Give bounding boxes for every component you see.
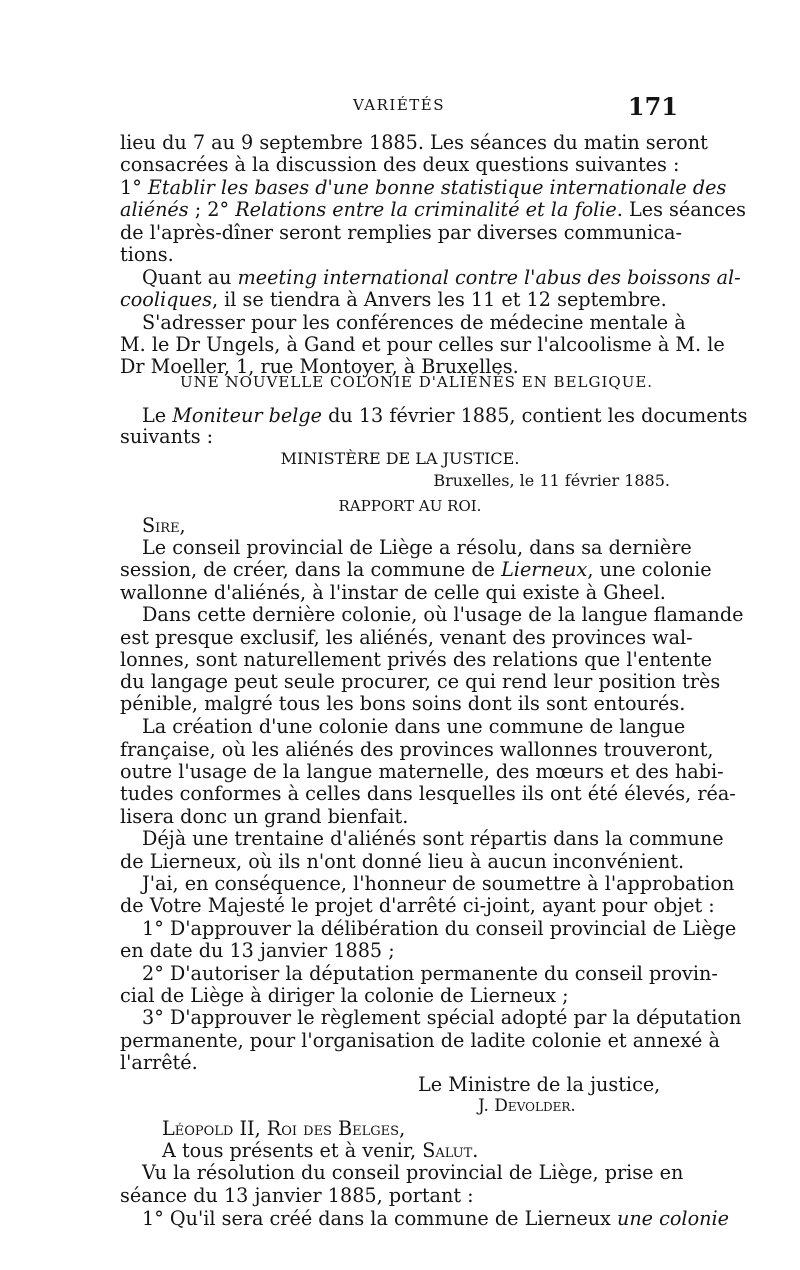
body-line: lieu du 7 au 9 septembre 1885. Les séances du matin seront (120, 131, 708, 154)
body-line: M. le Dr Ungels, à Gand et pour celles sur l'alcoolisme à M. le (120, 333, 725, 356)
report-title: RAPPORT AU ROI. (338, 497, 482, 515)
body-line: cial de Liège à diriger la colonie de Lierneux ; (120, 984, 569, 1007)
body-line: française, où les aliénés des provinces wallonnes trouveront, (120, 738, 714, 761)
running-head: VARIÉTÉS (352, 96, 446, 114)
body-line: 2° D'autoriser la députation permanente du conseil provin- (142, 962, 718, 985)
body-line: A tous présents et à venir, Salut. (162, 1139, 479, 1162)
body-line: tudes conformes à celles dans lesquelles ils ont été élevés, réa- (120, 782, 736, 805)
body-line: Le conseil provincial de Liège a résolu, dans sa dernière (142, 536, 692, 559)
body-line: 1° D'approuver la délibération du conseil provincial de Liège (142, 917, 737, 940)
body-line: en date du 13 janvier 1885 ; (120, 939, 395, 962)
body-line: aliénés ; 2° Relations entre la criminalité et la folie. Les séances (120, 198, 746, 221)
body-line: outre l'usage de la langue maternelle, des mœurs et des habi- (120, 760, 724, 783)
body-line: Le Moniteur belge du 13 février 1885, contient les documents (142, 404, 748, 427)
body-line: 3° D'approuver le règlement spécial adopté par la députation (142, 1006, 742, 1029)
dateline: Bruxelles, le 11 février 1885. (433, 471, 670, 490)
page-header (120, 94, 678, 122)
signoff-title: Le Ministre de la justice, (418, 1073, 661, 1096)
body-line: consacrées à la discussion des deux questions suivantes : (120, 153, 680, 176)
body-line: pénible, malgré tous les bons soins dont ils sont entourés. (120, 692, 686, 715)
body-line: wallonne d'aliénés, à l'instar de celle qui existe à Gheel. (120, 581, 666, 604)
body-line: l'arrêté. (120, 1051, 198, 1074)
body-line: tions. (120, 243, 174, 266)
body-line: S'adresser pour les conférences de médecine mentale à (142, 311, 686, 334)
body-line: J'ai, en conséquence, l'honneur de soumettre à l'approbation (142, 872, 735, 895)
body-line: La création d'une colonie dans une commune de langue (142, 715, 686, 738)
body-line: Vu la résolution du conseil provincial de Liège, prise en (142, 1161, 684, 1184)
body-line: est presque exclusif, les aliénés, venant des provinces wal- (120, 626, 693, 649)
body-line: Déjà une trentaine d'aliénés sont répartis dans la commune (142, 827, 724, 850)
body-line: Dans cette dernière colonie, où l'usage de la langue flamande (142, 603, 744, 626)
body-line: du langage peut seule procurer, ce qui rend leur position très (120, 670, 721, 693)
salutation: Sire, (142, 514, 186, 537)
body-line: 1° Etablir les bases d'une bonne statistique internationale des (120, 176, 727, 199)
signoff-name: J. Devolder. (478, 1096, 576, 1116)
body-line: lisera donc un grand bienfait. (120, 805, 409, 828)
body-line: Dr Moeller, 1, rue Montoyer, à Bruxelles. (120, 355, 519, 378)
body-line: suivants : (120, 425, 214, 448)
body-line: de Lierneux, où ils n'ont donné lieu à aucun inconvénient. (120, 850, 685, 873)
page-number: 171 (627, 92, 678, 121)
body-line: Quant au meeting international contre l'abus des boissons al- (142, 266, 741, 289)
body-line: lonnes, sont naturellement privés des relations que l'entente (120, 648, 712, 671)
body-line: de l'après-dîner seront remplies par diverses communica- (120, 221, 682, 244)
body-line: 1° Qu'il sera créé dans la commune de Lierneux une colonie (142, 1207, 729, 1230)
ministry-heading: MINISTÈRE DE LA JUSTICE. (280, 449, 520, 468)
body-line: permanente, pour l'organisation de ladite colonie et annexé à (120, 1029, 720, 1052)
body-line: session, de créer, dans la commune de Lierneux, une colonie (120, 558, 712, 581)
body-line: cooliques, il se tiendra à Anvers les 11 et 12 septembre. (120, 288, 667, 311)
body-line: séance du 13 janvier 1885, portant : (120, 1184, 474, 1207)
body-line: de Votre Majesté le projet d'arrêté ci-joint, ayant pour objet : (120, 894, 715, 917)
body-line: Léopold II, Roi des Belges, (162, 1117, 406, 1140)
section-heading: UNE NOUVELLE COLONIE D'ALIÉNÉS EN BELGIQUE. (180, 373, 654, 391)
